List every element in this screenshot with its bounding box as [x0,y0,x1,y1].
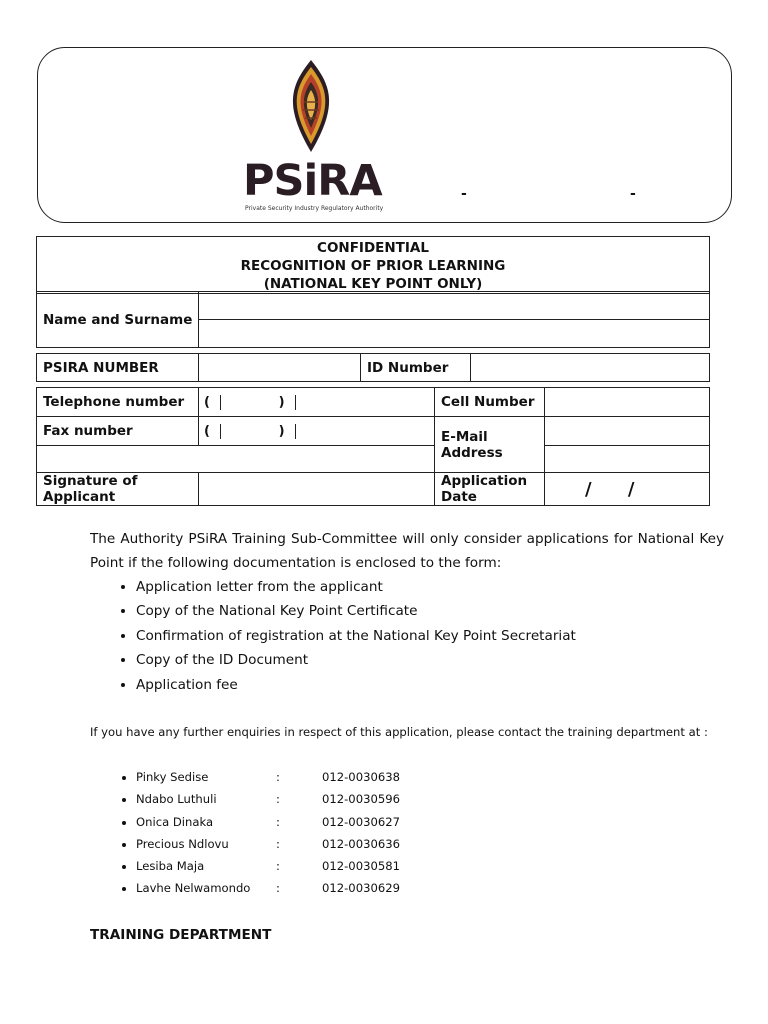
psira-number-label: PSIRA NUMBER [37,354,199,382]
telephone-paren-close: ) [274,395,296,410]
email-label: E-Mail Address [435,417,545,473]
fax-boxes[interactable] [199,417,435,446]
name-table [36,291,710,348]
application-date-label: Application Date [435,473,545,506]
cell-number-label: Cell Number [435,388,545,417]
contact-name: Onica Dinaka [136,814,214,829]
contact-separator: : [276,881,280,896]
title-confidential: CONFIDENTIAL [317,240,429,256]
contact-phone: 012-0030596 [322,792,400,807]
email-field-1[interactable] [545,417,710,446]
contacts-list [108,766,516,900]
list-item: • Copy of the ID Document [136,648,736,672]
contact-phone: 012-0030638 [322,770,400,784]
contact-name: Precious Ndlovu [136,836,229,851]
contact-separator: : [276,770,280,784]
contact-separator: : [276,814,280,829]
psira-number-field[interactable] [199,354,361,382]
header-box [37,47,732,223]
fax-label: Fax number [37,417,199,446]
documents-list [108,575,736,697]
psira-id-table [36,353,710,382]
fax-paren-close: ) [274,424,296,439]
form-title-table [36,236,710,294]
enquiries-paragraph: If you have any further enquiries in respect of this application, please contact the training department at : [90,725,708,739]
contact-item [136,877,516,899]
contact-item [136,833,516,855]
psira-emblem-icon [282,58,340,154]
contact-phone: 012-0030636 [322,836,400,851]
contact-separator: : [276,792,280,807]
contact-phone: 012-0030629 [322,881,400,896]
contact-separator: : [276,836,280,851]
psira-logo-text: PSiRA [243,156,382,206]
psira-logo-tagline: Private Security Industry Regulatory Authority [245,205,384,212]
id-number-boxes[interactable] [471,354,710,382]
contact-name: Lesiba Maja [136,859,205,874]
contact-table [36,387,710,506]
list-item: • Application fee [136,673,736,697]
list-item: • Copy of the National Key Point Certificate [136,599,736,623]
contact-item [136,855,516,877]
telephone-boxes[interactable] [199,388,435,417]
contact-separator: : [276,859,280,874]
contact-name: Lavhe Nelwamondo [136,881,251,896]
telephone-label: Telephone number [37,388,199,417]
training-department-footer: TRAINING DEPARTMENT [90,927,272,943]
contact-phone: 012-0030581 [322,859,400,874]
contact-item [136,766,516,788]
title-rpl: RECOGNITION OF PRIOR LEARNING [240,258,506,274]
id-number-label: ID Number [361,354,471,382]
fax-paren-open: ( [199,424,221,439]
signature-field[interactable] [199,473,435,506]
contact-phone: 012-0030627 [322,814,400,829]
list-item: • Application letter from the applicant [136,575,736,599]
contact-name: Ndabo Luthuli [136,792,217,807]
name-label: Name and Surname [37,292,199,348]
telephone-paren-open: ( [199,395,221,410]
cell-number-boxes[interactable] [545,388,710,417]
form-title-cell [37,237,710,294]
date-separator-2: - [630,186,636,202]
contact-item [136,811,516,833]
contact-name: Pinky Sedise [136,770,209,784]
contact-item [136,788,516,810]
list-item: • Confirmation of registration at the National Key Point Secretariat [136,624,736,648]
surname-field[interactable] [199,320,710,348]
date-separator-1: - [461,186,467,202]
blank-row-field[interactable] [37,446,435,473]
intro-paragraph: The Authority PSiRA Training Sub-Committee will only consider applications for National Key Point if the following documentation is enclosed to the form: [90,531,724,571]
title-nkp-only: (NATIONAL KEY POINT ONLY) [263,276,483,292]
date-slash-1: / [585,478,592,500]
email-field-2[interactable] [545,446,710,473]
signature-label: Signature of Applicant [37,473,199,506]
application-date-field[interactable] [545,473,710,506]
date-slash-2: / [627,478,635,500]
name-field[interactable] [199,292,710,320]
